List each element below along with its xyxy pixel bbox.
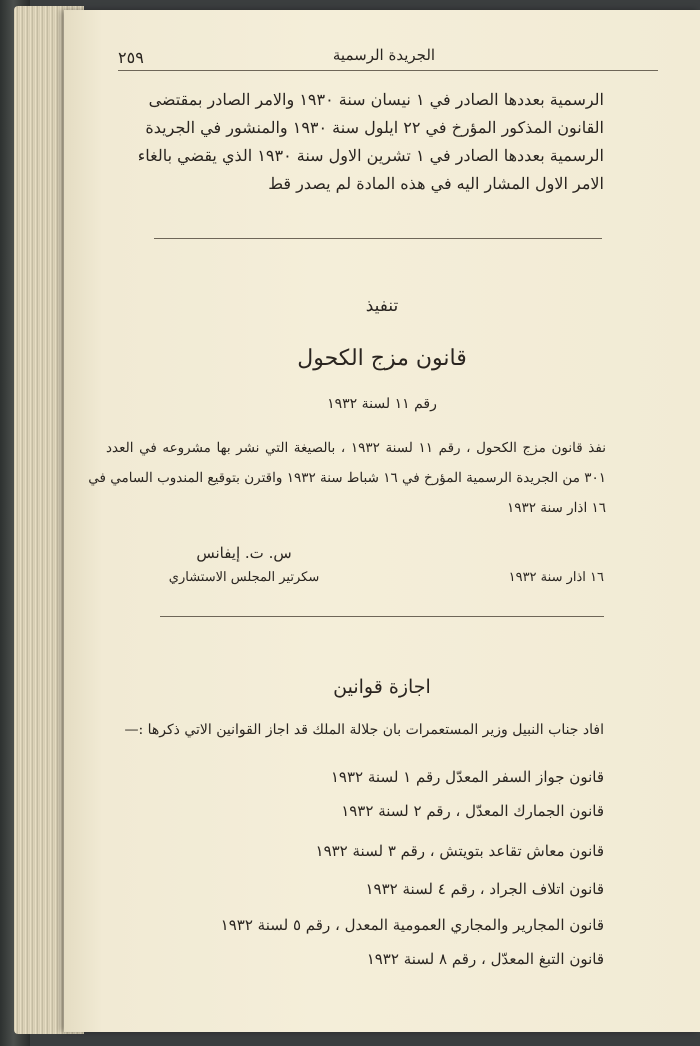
section1-body-line: نفذ قانون مزج الكحول ، رقم ١١ لسنة ١٩٣٢ ، بالصيغة التي نشر بها مشروعه في العدد: [106, 440, 606, 456]
law-list-item: قانون الجمارك المعدّل ، رقم ٢ لسنة ١٩٣٢: [341, 802, 604, 820]
running-header: الجريدة الرسمية: [332, 46, 436, 64]
page-number: ٢٥٩: [118, 48, 144, 67]
law-list-item: قانون جواز السفر المعدّل رقم ١ لسنة ١٩٣٢: [330, 768, 604, 786]
section1-title: قانون مزج الكحول: [297, 346, 467, 371]
section1-heading: تنفيذ: [365, 296, 399, 316]
intro-line: القانون المذكور المؤرخ في ٢٢ ايلول سنة ١٩٣٠ والمنشور في الجريدة: [145, 118, 604, 137]
section1-body-line: ٣٠١ من الجريدة الرسمية المؤرخ في ١٦ شباط سنة ١٩٣٢ واقترن بتوقيع المندوب السامي في: [88, 470, 606, 486]
signature-name: س. ت. إيفانس: [196, 544, 292, 562]
section2-title: اجازة قوانين: [333, 676, 431, 698]
intro-line: الرسمية بعددها الصادر في ١ تشرين الاول سنة ١٩٣٠ الذي يقضي بالغاء: [137, 146, 604, 165]
intro-line: الرسمية بعددها الصادر في ١ نيسان سنة ١٩٣٠ والامر الصادر بمقتضى: [148, 90, 604, 109]
section-divider: [160, 616, 604, 617]
section2-intro: افاد جناب النبيل وزير المستعمرات بان جلالة الملك قد اجاز القوانين الاتي ذكرها :—: [124, 722, 604, 738]
signature-title: سكرتير المجلس الاستشاري: [168, 570, 320, 585]
law-list-item: قانون معاش تقاعد بتويتش ، رقم ٣ لسنة ١٩٣٢: [315, 842, 604, 860]
section1-subtitle: رقم ١١ لسنة ١٩٣٢: [327, 396, 437, 412]
intro-line: الامر الاول المشار اليه في هذه المادة لم يصدر قط: [268, 174, 604, 193]
signature-date: ١٦ اذار سنة ١٩٣٢: [508, 570, 604, 585]
section-divider: [154, 238, 602, 239]
header-rule: [118, 70, 658, 71]
law-list-item: قانون المجارير والمجاري العمومية المعدل ، رقم ٥ لسنة ١٩٣٢: [220, 916, 604, 934]
section1-body-line: ١٦ اذار سنة ١٩٣٢: [506, 500, 606, 516]
law-list-item: قانون التبغ المعدّل ، رقم ٨ لسنة ١٩٣٢: [366, 950, 604, 968]
law-list-item: قانون اتلاف الجراد ، رقم ٤ لسنة ١٩٣٢: [365, 880, 604, 898]
document-page: [64, 10, 700, 1032]
